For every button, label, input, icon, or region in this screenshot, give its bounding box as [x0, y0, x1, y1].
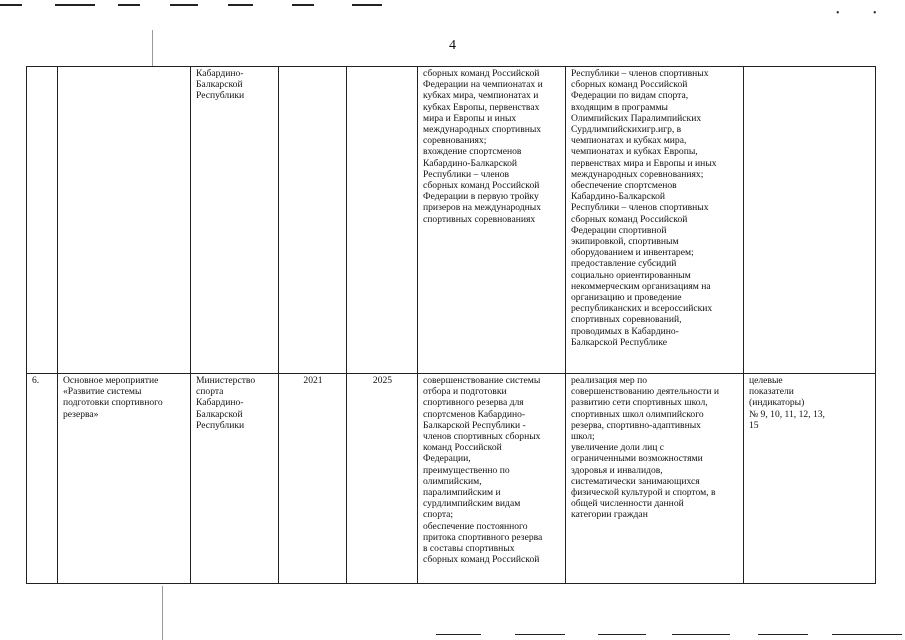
top-scan-mark-3 — [118, 4, 140, 6]
executor-cell: Кабардино- Балкарской Республики — [191, 67, 279, 374]
activity-cell — [58, 67, 191, 374]
page-number: 4 — [449, 38, 456, 53]
scan-margin-line — [162, 586, 163, 640]
result-cell: сборных команд Российской Федерации на чемпионатах и кубках мира, чемпионатах и кубках Европы, первенствах мира и Европы и иных международных спортивных соревнованиях; вхождение спортсменов Кабардино-Балкарской Республики – членов сборных команд Российской Федерации в первую тройку призеров на международных спортивных соревнованиях — [418, 67, 566, 374]
row-number — [27, 67, 58, 374]
top-scan-mark-7 — [352, 4, 382, 6]
scan-speck: • — [873, 8, 877, 19]
program-table — [26, 66, 876, 584]
top-scan-mark-6 — [292, 4, 314, 6]
executor-cell: Министерство спорта Кабардино- Балкарской Республики — [191, 374, 279, 584]
end-year-cell — [347, 67, 418, 374]
top-scan-mark-5 — [228, 4, 253, 6]
bottom-scan-mark — [436, 634, 481, 635]
row-number: 6. — [27, 374, 58, 584]
directions-cell: реализация мер по совершенствованию деятельности и развитию сети спортивных школ, спортивных школ олимпийского резерва, спортивно-адаптивных школ; увеличение доли лиц с ограниченными возможностями здоровья и инвалидов, систематически занимающихся физической культурой и спортом, в общей численности данной категории граждан — [566, 374, 744, 584]
indicators-cell: целевые показатели (индикаторы) № 9, 10, 11, 12, 13, 15 — [744, 374, 876, 584]
bottom-scan-mark — [672, 634, 730, 635]
top-scan-mark-2 — [55, 4, 95, 6]
activity-cell: Основное мероприятие «Развитие системы подготовки спортивного резерва» — [58, 374, 191, 584]
table-row — [27, 374, 876, 584]
scan-speck: • — [836, 8, 840, 19]
bottom-scan-mark — [515, 634, 565, 635]
end-year-cell: 2025 — [347, 374, 418, 584]
bottom-scan-mark — [832, 634, 902, 635]
result-cell: совершенствование системы отбора и подготовки спортивного резерва для спортсменов Кабардино- Балкарской Республики - членов спортивных сборных команд Российской Федерации, преимущественно по олимпийским, паралимпийским и сурдлимпийским видам спорта; обеспечение постоянного притока спортивного резерва в составы спортивных сборных команд Российской — [418, 374, 566, 584]
start-year-cell — [279, 67, 347, 374]
table-row — [27, 67, 876, 374]
bottom-scan-mark — [598, 634, 646, 635]
top-scan-mark-1 — [0, 4, 22, 6]
start-year-cell: 2021 — [279, 374, 347, 584]
bottom-scan-mark — [758, 634, 808, 635]
directions-cell: Республики – членов спортивных сборных команд Российской Федерации по видам спорта, входящим в программы Олимпийских Паралимпийских Сурдлимпийскихигр.игр, в чемпионатах и кубках мира, чемпионатах и кубках Европы, первенствах мира и Европы и иных международных соревнованиях; обеспечение спортсменов Кабардино-Балкарской Республики – членов спортивных сборных команд Российской Федерации спортивной экипировкой, спортивным оборудованием и инвентарем; предоставление субсидий социально ориентированным некоммерческим организациям на организацию и проведение республиканских и всероссийских спортивных соревнований, проводимых в Кабардино- Балкарской Республике — [566, 67, 744, 374]
top-scan-mark-4 — [170, 4, 198, 6]
indicators-cell — [744, 67, 876, 374]
